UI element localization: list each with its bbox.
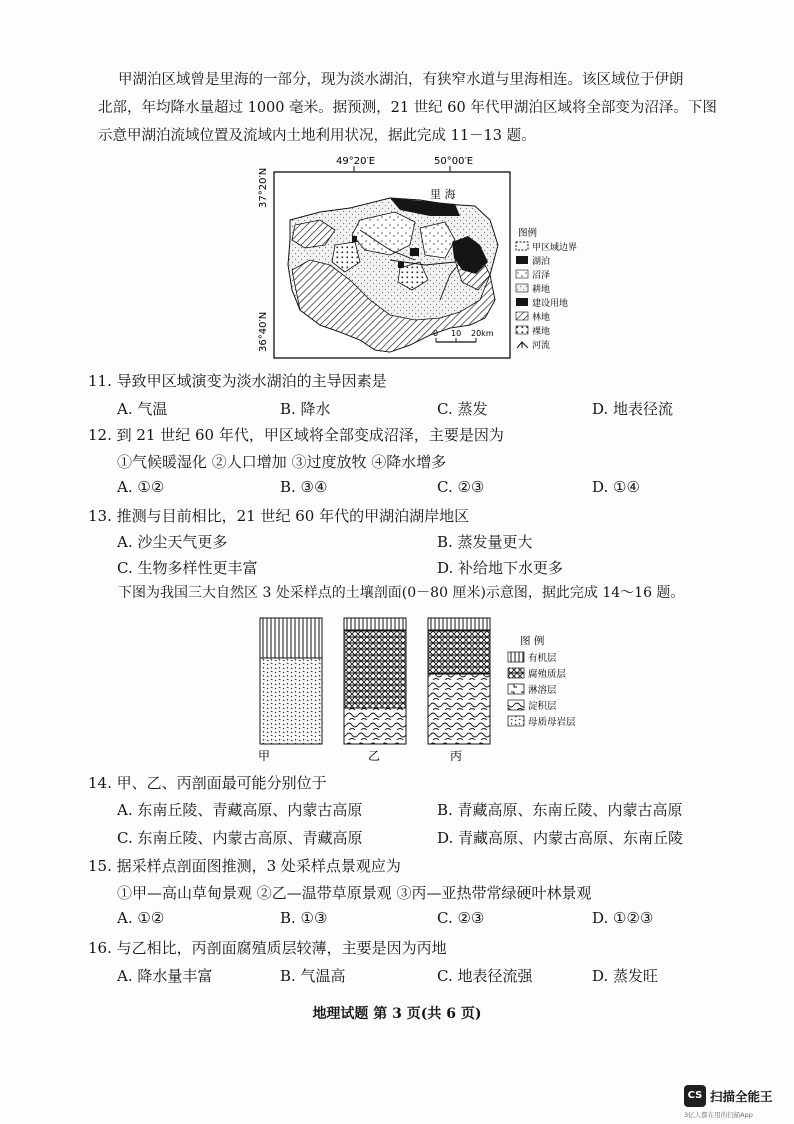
question-12-stem: 12. 到 21 世纪 60 年代，甲区域将全部变成沼泽，主要是因为 bbox=[88, 426, 504, 444]
legend-built-up: 建设用地 bbox=[532, 299, 569, 309]
q11-option-d: D. 地表径流 bbox=[592, 400, 674, 418]
legend-bare: 裸地 bbox=[532, 327, 551, 337]
q15-option-d: D. ①②③ bbox=[592, 909, 654, 927]
q14-option-b: B. 青藏高原、东南丘陵、内蒙古高原 bbox=[437, 801, 683, 819]
legend-forest: 林地 bbox=[532, 313, 551, 323]
legend-humus: 腐殖质层 bbox=[528, 669, 567, 680]
map-legend-title: 图例 bbox=[518, 228, 538, 239]
q11-option-a: A. 气温 bbox=[117, 400, 168, 418]
q13-option-a: A. 沙尘天气更多 bbox=[117, 533, 228, 551]
q14-option-a: A. 东南丘陵、青藏高原、内蒙古高原 bbox=[117, 801, 363, 819]
q12-option-c: C. ②③ bbox=[437, 478, 485, 496]
legend-parent-material: 母质母岩层 bbox=[528, 717, 576, 728]
scanner-logo-icon: CS bbox=[684, 1085, 706, 1107]
soil-legend bbox=[508, 652, 576, 728]
q14-option-d: D. 青藏高原、内蒙古高原、东南丘陵 bbox=[437, 829, 684, 847]
soil-label-jia: 甲 bbox=[258, 749, 271, 763]
question-11-stem: 11. 导致甲区域演变为淡水湖泊的主导因素是 bbox=[88, 372, 387, 390]
question-13-stem: 13. 推测与目前相比，21 世纪 60 年代的甲湖泊湖岸地区 bbox=[88, 507, 470, 525]
passage-lake-line-3: 示意甲湖泊流域位置及流域内土地利用状况，据此完成 11－13 题。 bbox=[98, 128, 536, 144]
legend-boundary: 甲区域边界 bbox=[532, 243, 578, 253]
question-16-stem: 16. 与乙相比，丙剖面腐殖质层较薄，主要是因为丙地 bbox=[88, 939, 447, 957]
soil-profile-yi bbox=[344, 618, 406, 744]
map-lat-top: 37°20′N bbox=[258, 167, 269, 208]
scale-0: 0 bbox=[433, 329, 439, 338]
q12-items: ①气候暖湿化 ②人口增加 ③过度放牧 ④降水增多 bbox=[117, 453, 447, 471]
map-lat-bottom: 36°40′N bbox=[258, 311, 269, 352]
q15-items: ①甲—高山草甸景观 ②乙—温带草原景观 ③丙—亚热带常绿硬叶林景观 bbox=[117, 884, 592, 902]
map-sea-label: 里 海 bbox=[430, 188, 456, 201]
passage-lake-line-2: 北部，年均降水量超过 1000 毫米。据预测，21 世纪 60 年代甲湖泊区域将全部变为沼泽。下图 bbox=[98, 100, 717, 116]
legend-river: 河流 bbox=[532, 341, 551, 351]
soil-legend-title: 图 例 bbox=[520, 635, 545, 647]
scanner-tagline: 3亿人都在用的扫描App bbox=[684, 1111, 753, 1119]
legend-eluvial: 淋溶层 bbox=[528, 685, 557, 696]
q13-option-d: D. 补给地下水更多 bbox=[437, 559, 564, 577]
soil-label-bing: 丙 bbox=[450, 749, 463, 763]
q15-option-c: C. ②③ bbox=[437, 909, 485, 927]
legend-lake: 湖泊 bbox=[532, 257, 551, 267]
soil-profile-jia bbox=[260, 618, 322, 744]
q12-option-a: A. ①② bbox=[117, 478, 165, 496]
passage-lake bbox=[98, 66, 764, 150]
scale-20: 20km bbox=[471, 329, 494, 338]
passage-soil: 下图为我国三大自然区 3 处采样点的土壤剖面(0－80 厘米)示意图，据此完成 14～16 题。 bbox=[118, 585, 685, 601]
q11-option-c: C. 蒸发 bbox=[437, 400, 488, 418]
q13-option-c: C. 生物多样性更丰富 bbox=[117, 559, 258, 577]
legend-organic: 有机层 bbox=[528, 653, 557, 664]
map-legend bbox=[516, 241, 577, 351]
scale-10: 10 bbox=[451, 329, 462, 338]
q13-option-b: B. 蒸发量更大 bbox=[437, 533, 533, 551]
question-15-stem: 15. 据采样点剖面图推测，3 处采样点景观应为 bbox=[88, 857, 401, 875]
soil-label-yi: 乙 bbox=[368, 749, 381, 763]
scanner-app-name: 扫描全能王 bbox=[710, 1089, 773, 1104]
q14-option-c: C. 东南丘陵、内蒙古高原、青藏高原 bbox=[117, 829, 363, 847]
legend-cropland: 耕地 bbox=[532, 285, 551, 295]
map-lon-right: 50°00′E bbox=[434, 156, 474, 167]
q16-option-b: B. 气温高 bbox=[280, 967, 346, 985]
q12-option-b: B. ③④ bbox=[280, 478, 328, 496]
legend-illuvial: 淀积层 bbox=[528, 701, 557, 712]
q16-option-c: C. 地表径流强 bbox=[437, 967, 533, 985]
q16-option-d: D. 蒸发旺 bbox=[592, 967, 659, 985]
legend-marsh: 沼泽 bbox=[532, 271, 551, 281]
page-footer: 地理试题 第 3 页(共 6 页) bbox=[312, 1006, 482, 1022]
question-14-stem: 14. 甲、乙、丙剖面最可能分别位于 bbox=[88, 774, 327, 792]
q16-option-a: A. 降水量丰富 bbox=[117, 967, 213, 985]
passage-lake-line-1: 甲湖泊区域曾是里海的一部分，现为淡水湖泊，有狭窄水道与里海相连。该区域位于伊朗 bbox=[118, 72, 684, 88]
map-lon-left: 49°20′E bbox=[336, 156, 376, 167]
q15-option-b: B. ①③ bbox=[280, 909, 328, 927]
soil-profile-figure bbox=[250, 610, 610, 770]
q11-option-b: B. 降水 bbox=[280, 400, 331, 418]
q12-option-d: D. ①④ bbox=[592, 478, 640, 496]
q15-option-a: A. ①② bbox=[117, 909, 165, 927]
soil-profile-bing bbox=[428, 618, 490, 744]
lake-basin-map bbox=[240, 150, 600, 370]
